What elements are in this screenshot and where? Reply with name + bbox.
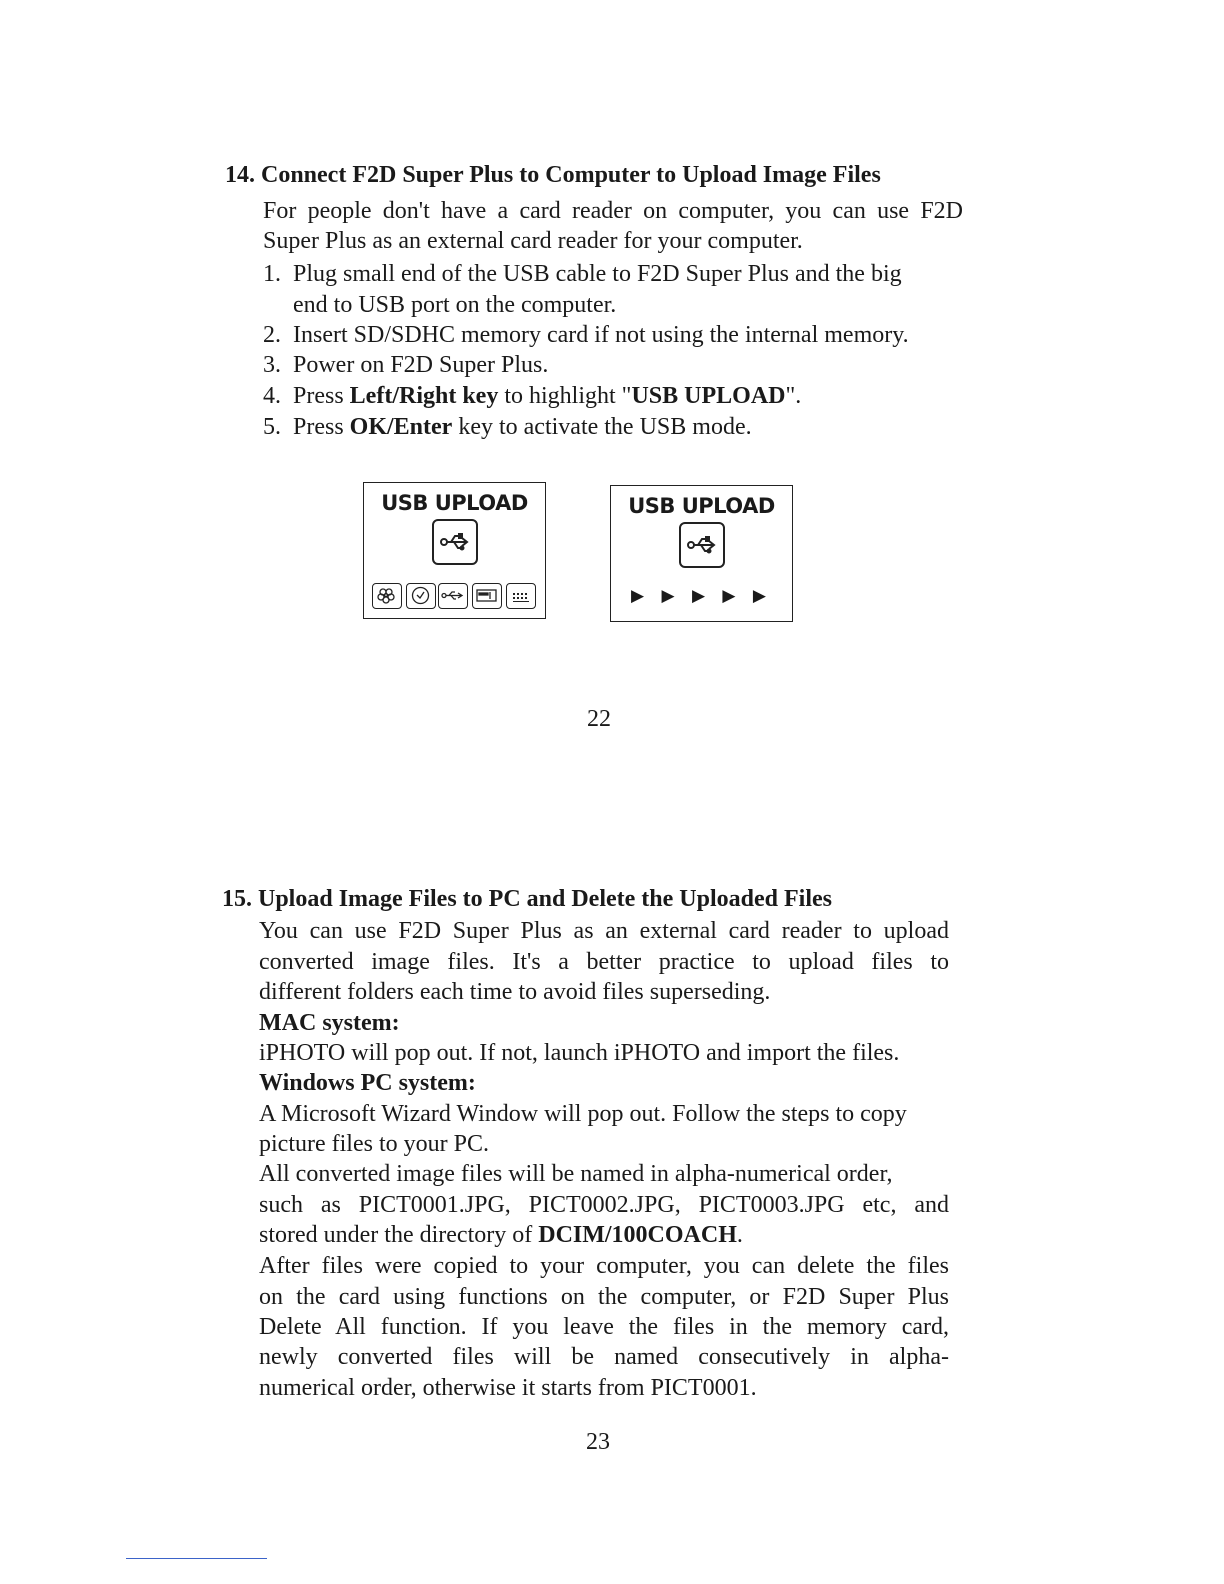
usb-upload-active-screen — [610, 485, 793, 622]
usb-upload-menu-screen — [363, 482, 546, 619]
after-line-2: on the card using functions on the computer, or F2D Super Plus — [259, 1284, 949, 1310]
p1-line-3: different folders each time to avoid files superseding. — [259, 979, 771, 1005]
after-line-1: After files were copied to your computer, you can delete the files — [259, 1253, 949, 1279]
flower-icon — [372, 583, 402, 609]
section-14-heading: 14. Connect F2D Super Plus to Computer to Upload Image Files — [225, 162, 881, 188]
intro-line-2: Super Plus as an external card reader for your computer. — [263, 228, 803, 254]
mac-text: iPHOTO will pop out. If not, launch iPHOTO and import the files. — [259, 1040, 900, 1066]
step-1-cont: end to USB port on the computer. — [293, 292, 617, 318]
footer-rule — [126, 1558, 267, 1559]
step-1: 1. Plug small end of the USB cable to F2D Super Plus and the big — [263, 261, 902, 287]
after-line-3: Delete All function. If you leave the files in the memory card, — [259, 1314, 949, 1340]
after-line-4: newly converted files will be named consecutively in alpha- — [259, 1344, 949, 1370]
usb-small-icon — [438, 583, 468, 609]
screen-title: USB UPLOAD — [628, 494, 775, 518]
mac-label: MAC system: — [259, 1010, 400, 1036]
step-3: 3. Power on F2D Super Plus. — [263, 352, 549, 378]
p1-line-1: You can use F2D Super Plus as an external card reader to upload — [259, 918, 949, 944]
intro-line-1: For people don't have a card reader on computer, you can use F2D — [263, 198, 963, 224]
step-2: 2. Insert SD/SDHC memory card if not using the internal memory. — [263, 322, 909, 348]
windows-text-2: picture files to your PC. — [259, 1131, 489, 1157]
page-number-22: 22 — [587, 706, 611, 732]
calendar-icon — [506, 583, 536, 609]
windows-label: Windows PC system: — [259, 1070, 476, 1096]
card-icon — [472, 583, 502, 609]
screen-title: USB UPLOAD — [381, 491, 528, 515]
naming-line-2: such as PICT0001.JPG, PICT0002.JPG, PICT0003.JPG etc, and — [259, 1192, 949, 1218]
section-15-heading: 15. Upload Image Files to PC and Delete the Uploaded Files — [222, 886, 832, 912]
clock-icon — [406, 583, 436, 609]
p1-line-2: converted image files. It's a better practice to upload files to — [259, 949, 949, 975]
windows-text-1: A Microsoft Wizard Window will pop out. Follow the steps to copy — [259, 1101, 907, 1127]
step-4: 4. Press Left/Right key to highlight "USB UPLOAD". — [263, 383, 802, 409]
directory-line: stored under the directory of DCIM/100COACH. — [259, 1222, 743, 1248]
step-5: 5. Press OK/Enter key to activate the USB mode. — [263, 414, 752, 440]
usb-icon — [679, 522, 725, 568]
naming-line-1: All converted image files will be named in alpha-numerical order, — [259, 1161, 893, 1187]
after-line-5: numerical order, otherwise it starts from PICT0001. — [259, 1375, 757, 1401]
progress-arrows: ▶ ▶ ▶ ▶ ▶ — [631, 586, 772, 606]
page-number-23: 23 — [586, 1429, 610, 1455]
usb-icon — [432, 519, 478, 565]
